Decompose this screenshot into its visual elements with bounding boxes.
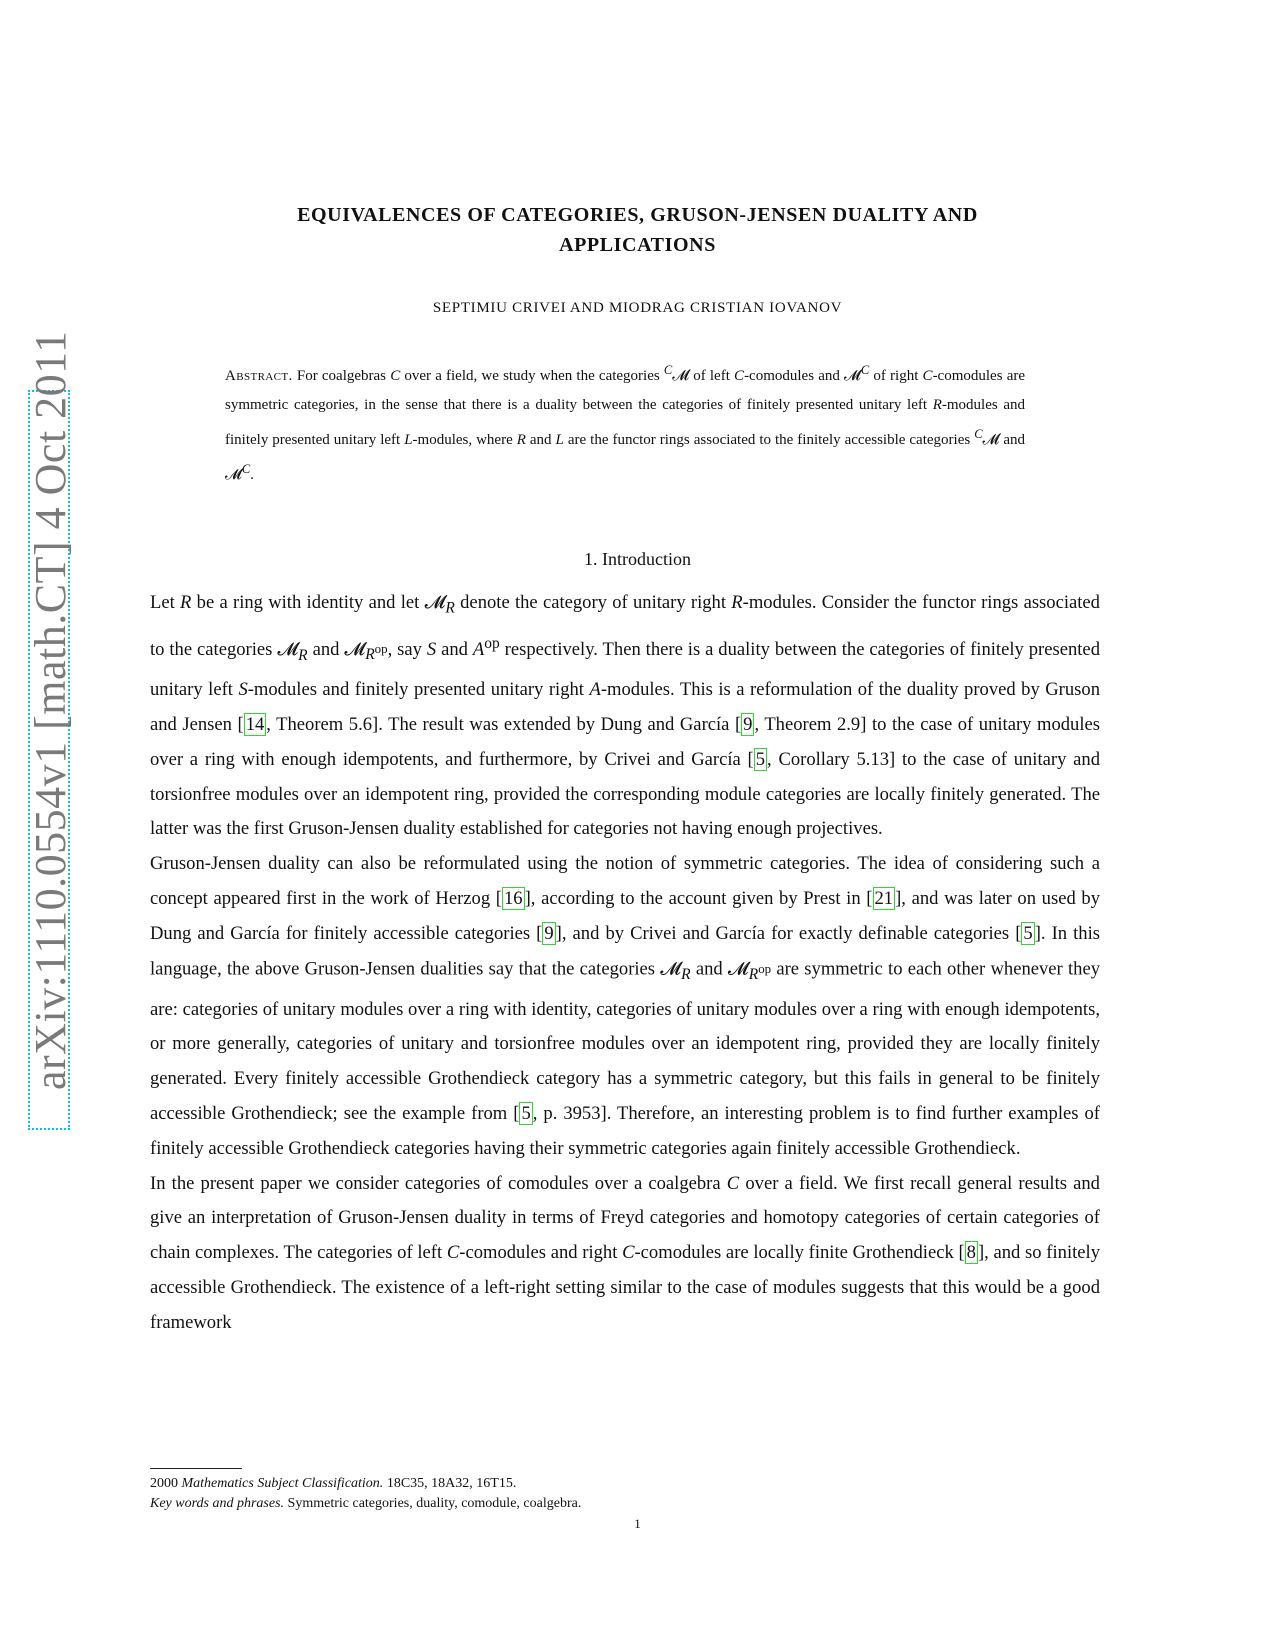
page-number: 1 — [634, 1516, 641, 1531]
footnote-keywords: Key words and phrases. Symmetric categories, duality, comodule, coalgebra. — [150, 1496, 582, 1511]
citation-link-21[interactable]: 21 — [874, 888, 894, 909]
citation-link-14[interactable]: 14 — [245, 714, 265, 736]
citation-link-9[interactable]: 9 — [743, 714, 753, 736]
paper-title — [150, 200, 1125, 260]
title-line-2: APPLICATIONS — [559, 234, 716, 256]
citation-link-5[interactable]: 5 — [755, 748, 766, 770]
citation-link-16[interactable]: 16 — [504, 888, 523, 909]
abstract-label: Abstract. — [225, 368, 293, 384]
footnote-msc: 2000 Mathematics Subject Classification. 18C35, 18A32, 16T15. — [150, 1476, 517, 1491]
citation-link-9[interactable]: 9 — [544, 922, 554, 944]
paragraph-1: Let R be a ring with identity and let 𝓜$_R$ denote the category of unitary right R-modules. Consider the functor rings associated to the categories 𝓜$_R$ and 𝓜$_{R^{op}}$, say S and $A^{op}$ respectively. Then there is a duality between the categories of finitely presented unitary left S-modules and finitely presented unitary right A-modules. This is a reformulation of the duality proved by Gruson and Jensen [ 14 , Theorem 5.6]. The result was extended by Dung and García [ 9 , Theorem 2.9] to the case of unitary modules over a ring with enough idempotents, and furthermore, by Crivei and García [ 5 , Corollary 5.13] to the case of unitary and torsionfree modules over an idempotent ring, provided the corresponding module categories are locally finitely generated. The latter was the first Gruson-Jensen duality established for categories not having enough projectives. — [150, 592, 1101, 840]
footnotes — [150, 1474, 1100, 1514]
citation-link-8[interactable]: 8 — [966, 1242, 976, 1264]
abstract: Abstract. For coalgebras C over a field, we study when the categories $^C$𝓜 of left C-comodules and 𝓜$^C$ of right C-comodules are symmetric categories, in the sense that there is a duality between the categories of finitely presented unitary left R-modules and finitely presented unitary left L-modules, where R and L are the functor rings associated to the finitely accessible categories $^C$𝓜 and 𝓜$^C$. — [225, 363, 1026, 483]
paragraph-3: In the present paper we consider categories of comodules over a coalgebra C over a field. We first recall general results and give an interpretation of Gruson-Jensen duality in terms of Freyd categories and homotopy categories of certain categories of chain complexes. The categories of left C-comodules and right C-comodules are locally finite Grothendieck [ 8 ], and so finitely accessible Grothendieck. The existence of a left-right setting similar to the case of modules suggests that this would be a good framework — [150, 1172, 1100, 1333]
paragraph-2: Gruson-Jensen duality can also be reformulated using the notion of symmetric categories. The idea of considering such a concept appeared first in the work of Herzog [ 16 ], according to the account given by Prest in [ 21 ], and was later on used by Dung and García for finitely accessible categories [ 9 ], and by Crivei and García for exactly definable categories [ 5 ]. In this language, the above Gruson-Jensen dualities say that the categories 𝓜$_R$ and 𝓜$_{R^{op}}$ are symmetric to each other whenever they are: categories of unitary modules over a ring with identity, categories of unitary modules over a ring with enough idempotents, or more generally, categories of unitary and torsionfree modules over an idempotent ring, provided they are locally finitely generated. Every finitely accessible Grothendieck category has a symmetric category, but this fails in general to be finitely accessible Grothendieck; see the example from [ 5 , p. 3953]. Therefore, an interesting problem is to find further examples of finitely accessible Grothendieck categories having their symmetric categories again finitely accessible Grothendieck. — [150, 853, 1101, 1159]
footnote-rule — [150, 1468, 242, 1469]
arxiv-watermark[interactable]: arXiv:1110.0554v1 [math.CT] 4 Oct 2011 — [26, 330, 75, 1090]
introduction-body — [150, 586, 1100, 1341]
title-line-1: EQUIVALENCES OF CATEGORIES, GRUSON-JENSEN DUALITY AND — [297, 204, 978, 226]
author-list: SEPTIMIU CRIVEI AND MIODRAG CRISTIAN IOVANOV — [432, 300, 843, 316]
citation-link-5[interactable]: 5 — [1023, 922, 1033, 944]
citation-link-5[interactable]: 5 — [521, 1102, 531, 1124]
section-heading-introduction: 1. Introduction — [584, 549, 691, 569]
